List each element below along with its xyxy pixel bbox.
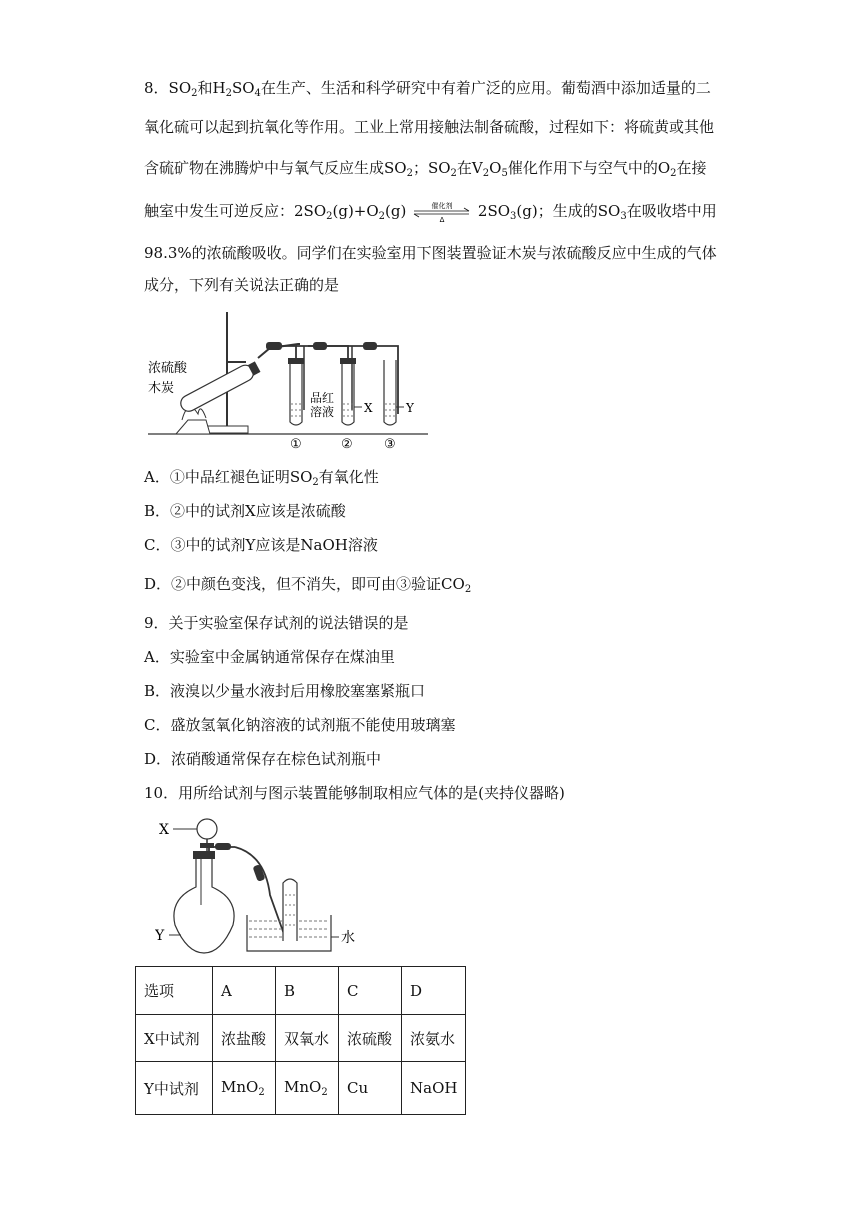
q8-option-b: B．②中的试剂X应该是浓硫酸: [144, 502, 346, 520]
reversible-arrow: [411, 202, 473, 222]
table-row: [136, 967, 466, 1015]
table-cell: 浓硫酸: [339, 1015, 402, 1062]
label-tube-2: ②: [341, 437, 353, 452]
table-cell: D: [402, 967, 466, 1015]
label-y: Y: [406, 401, 414, 415]
label-x: X: [364, 401, 373, 415]
table-cell: B: [276, 967, 339, 1015]
q9-option-a: A．实验室中金属钠通常保存在煤油里: [144, 648, 395, 666]
q8-option-a: A．①中品红褪色证明$SO_2$有氧化性: [144, 468, 379, 488]
q8-line-4-equation: 触室中发生可逆反应：$2SO_2(g)+O_2(g)$ 催化剂 Δ $2SO_3(g)$；生成的$SO_3$在吸收塔中用: [144, 202, 717, 222]
heat-label: Δ: [439, 216, 445, 222]
q8-line-2: 氧化硫可以起到抗氧化等作用。工业上常用接触法制备硫酸，过程如下：将硫黄或其他: [144, 118, 715, 136]
table-cell: C: [339, 967, 402, 1015]
table-cell: 浓盐酸: [213, 1015, 276, 1062]
table-cell: 选项: [136, 967, 213, 1015]
label-tube-3: ③: [384, 437, 396, 452]
label-pinhong-1: 品红: [310, 391, 335, 405]
q10-apparatus-diagram: [155, 815, 365, 960]
label-carbon: 木炭: [148, 381, 175, 396]
q9-option-d: D．浓硝酸通常保存在棕色试剂瓶中: [144, 750, 382, 768]
label-x: X: [159, 822, 169, 838]
q9-option-b: B．液溴以少量水液封后用橡胶塞塞紧瓶口: [144, 682, 426, 700]
q10-options-table: [135, 966, 466, 1115]
q8-option-c: C．③中的试剂Y应该是NaOH溶液: [144, 536, 378, 554]
q8-line-6: 成分，下列有关说法正确的是: [144, 276, 340, 294]
q10-title: 10．用所给试剂与图示装置能够制取相应气体的是(夹持仪器略): [144, 784, 565, 802]
label-y: Y: [155, 928, 165, 944]
q8-option-d: D．②中颜色变浅，但不消失，即可由③验证$CO_2$: [144, 575, 472, 595]
label-tube-1: ①: [290, 437, 302, 452]
q9-title: 9．关于实验室保存试剂的说法错误的是: [144, 614, 409, 632]
q9-option-c: C．盛放氢氧化钠溶液的试剂瓶不能使用玻璃塞: [144, 716, 456, 734]
table-cell: 双氧水: [276, 1015, 339, 1062]
q8-apparatus-diagram: [148, 310, 430, 452]
label-water: 水: [341, 930, 355, 946]
table-row: [136, 1062, 466, 1115]
catalyst-label: 催化剂: [431, 202, 453, 210]
table-row: [136, 1015, 466, 1062]
table-cell: Y中试剂: [136, 1062, 213, 1115]
table-cell: MnO$_2$: [276, 1062, 339, 1115]
q8-line-3: 含硫矿物在沸腾炉中与氧气反应生成$SO_2$；$SO_2$在$V_2O_5$催化作用下与空气中的$O_2$在接: [144, 159, 707, 179]
label-pinhong-2: 溶液: [310, 405, 335, 419]
table-cell: X中试剂: [136, 1015, 213, 1062]
table-cell: NaOH: [402, 1062, 466, 1115]
table-cell: 浓氨水: [402, 1015, 466, 1062]
table-cell: A: [213, 967, 276, 1015]
q8-line-1: 8．$SO_2$和$H_2SO_4$在生产、生活和科学研究中有着广泛的应用。葡萄酒中添加适量的二: [144, 79, 711, 99]
label-conc-acid: 浓硫酸: [148, 361, 188, 376]
q8-line-5: 98.3%的浓硫酸吸收。同学们在实验室用下图装置验证木炭与浓硫酸反应中生成的气体: [144, 244, 717, 262]
table-cell: Cu: [339, 1062, 402, 1115]
table-cell: MnO$_2$: [213, 1062, 276, 1115]
